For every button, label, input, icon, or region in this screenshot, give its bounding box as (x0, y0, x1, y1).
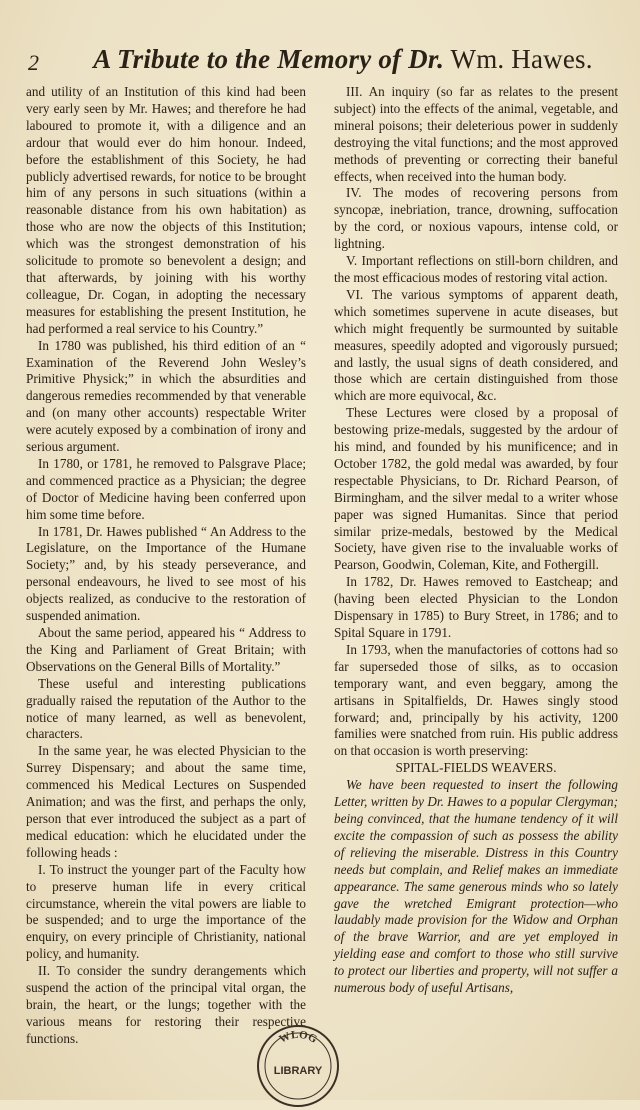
paragraph: In 1781, Dr. Hawes published “ An Address to the Legislature, on the Importance of the Humane Society;” and, by his steady perseverance, and personal endeavours, he lived to see most of his objects realized, as conducive to the restoration of suspended animation. (26, 523, 306, 624)
paragraph: In 1780 was published, his third edition of an “ Examination of the Reverend John Wesley’s Primitive Physick;” in which the absurdities and dangerous remedies recommended by that venerable and (on many other accounts) respectable Writer were acutely exposed by a combination of irony and serious argument. (26, 337, 306, 455)
paragraph: In 1782, Dr. Hawes removed to Eastcheap; and (having been elected Physician to the London Dispensary in 1785) to Bury Street, in 1786; and to Spital Square in 1791. (334, 574, 618, 640)
page-header (28, 44, 618, 84)
paragraph: I. To instruct the younger part of the Faculty how to preserve human life in every critical circumstance, wherein the vital powers are liable to be suspended; and to urge the importance of the enquiry, on every principle of Christianity, national policy, and humanity. (26, 861, 306, 962)
paragraph: In 1780, or 1781, he removed to Palsgrave Place; and commenced practice as a Physician; the degree of Doctor of Medicine having been conferred upon him some time before. (26, 455, 306, 522)
page-number: 2 (28, 50, 39, 75)
paragraph: SPITAL-FIELDS WEAVERS. (395, 760, 557, 776)
paragraph: and utility of an Institution of this kind had been very early seen by Mr. Hawes; and therefore he had laboured to promote it, with a diligence and an ardour that would ever do him honour. Indeed, before the establishment of this Society, he had publicly advertised rewards, for notice to be brought him of any persons in such situations (within a reasonable distance from his own habitation) as those who are now the objects of this Institution; which was the strongest demonstration of his solicitude to promote so benevolent a design; and that afterwards, by joining with his worthy colleague, Dr. Cogan, in adopting the necessary measures for establishing the present Institution, he had performed a real service to his Country.” (26, 84, 306, 336)
paragraph: V. Important reflections on still-born children, and the most efficacious modes of restoring vital action. (334, 253, 618, 285)
paragraph: About the same period, appeared his “ Address to the King and Parliament of Great Britain; with Observations on the General Bills of Mortality.” (26, 625, 306, 674)
library-stamp (254, 1022, 342, 1110)
paragraph: In 1793, when the manufactories of cottons had so far superseded those of silks, as to occasion temporary want, and even beggary, among the artisans in Spitalfields, Dr. Hawes singly stood forward; and, principally by his activity, 1200 families were snatched from ruin. His public address on that occasion is worth preserving: (334, 641, 618, 759)
left-column (26, 84, 306, 1048)
paragraph: We have been requested to insert the following Letter, written by Dr. Hawes to a popular Clergyman; being convinced, that the humane tendency of it will excite the compassion of such as possess the ability of relieving the miserable. Distress in this Country needs but complain, and Relief makes an immediate appearance. The same generous minds who so lately gave the wretched Emigrant protection—who laudably made provision for the Widow and Orphan of the brave Warrior, and are yet employed in yielding ease and comfort to those who still survive to protect our liberties and property, will not suffer a numerous body of useful Artisans, (334, 777, 618, 996)
paragraph: These Lectures were closed by a proposal of bestowing prize-medals, suggested by the ardour of his mind, and founded by his munificence; and in October 1782, the gold medal was awarded, by four respectable Physicians, to Dr. Richard Pearson, of Birmingham, and the silver medal to a writer whose paper was signed Humanitas. Since that period similar prize-medals, bestowed by the Medical Society, have given rise to the invaluable works of Pearson, Goodwin, Coleman, Kite, and Fothergill. (334, 405, 618, 573)
paragraph: II. To consider the sundry derangements which suspend the action of the principal vital organ, the brain, the heart, or the lungs; together with the various means for restoring their respective functions. (26, 963, 306, 1046)
paragraph: VI. The various symptoms of apparent death, which sometimes supervene in acute diseases, but which might frequently be surmounted by suitable measures, speedily adopted and vigorously pursued; and lastly, the usual signs of death considered, and those which are certain distinguished from those which are more equivocal, &c. (334, 286, 618, 404)
running-head (68, 44, 618, 75)
paragraph: IV. The modes of recovering persons from syncopæ, inebriation, trance, drowning, suffocation by the cord, or noxious vapours, intense cold, or lightning. (334, 185, 618, 252)
right-column (334, 84, 618, 997)
running-head-roman: Wm. Hawes. (444, 44, 593, 74)
paragraph: III. An inquiry (so far as relates to the present subject) into the effects of the animal, vegetable, and mineral poisons; their deleterious power in suddenly destroying the vital functions; and the most approved methods of preventing or correcting their baneful effects, when received into the human body. (334, 84, 618, 184)
running-head-italic: A Tribute to the Memory of Dr. (93, 44, 445, 74)
stamp-top-text: WLOG (277, 1028, 319, 1046)
stamp-label: LIBRARY (273, 1065, 323, 1077)
paragraph: These useful and interesting publications gradually raised the reputation of the Author to the notice of many learned, as well as benevolent, characters. (26, 675, 306, 742)
svg-text:WLOG (277, 1029, 319, 1046)
paragraph: In the same year, he was elected Physician to the Surrey Dispensary; and about the same time, commenced his Medical Lectures on Suspended Animation; and was the first, and perhaps the only, person that ever introduced the subject as a part of medical education: which he elucidated under the following heads : (26, 743, 306, 860)
